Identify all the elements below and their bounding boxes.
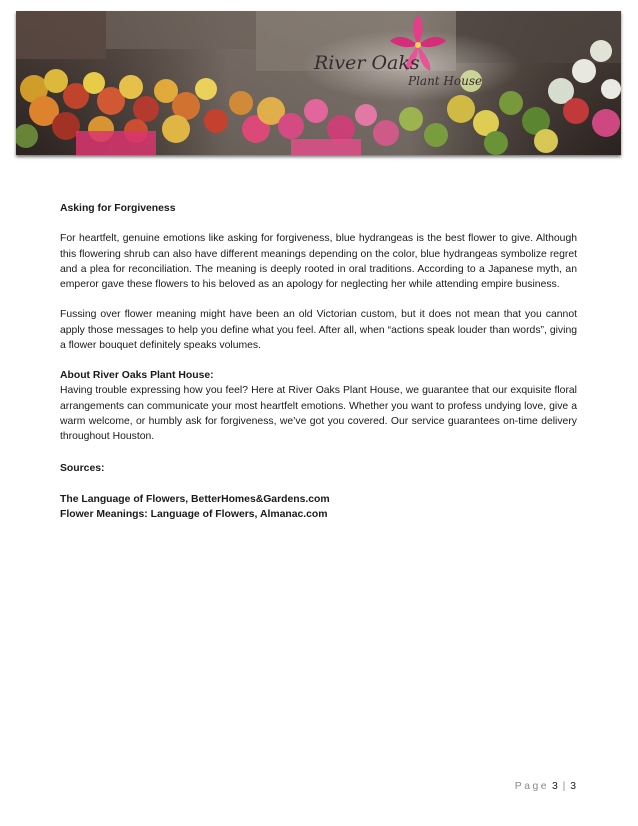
paragraph-about: Having trouble expressing how you feel? Here at River Oaks Plant House, we guarantee that our exquisite floral arrangements can communicate your most heartfelt emotions. Whether you want to profess undying love, give a warm welcome, or humbly ask for forgiveness, we’ve got you covered. Our service guarantees on-time delivery throughout Houston. xyxy=(60,385,577,442)
page-label: Page xyxy=(514,781,550,792)
page-footer xyxy=(515,781,576,792)
section-heading-sources: Sources: xyxy=(60,463,105,475)
flower-shop-photo xyxy=(16,11,621,155)
source-item: Flower Meanings: Language of Flowers, Almanac.com xyxy=(60,508,328,520)
section-heading-forgiveness: Asking for Forgiveness xyxy=(60,203,176,214)
svg-text:Plant House: Plant House xyxy=(408,74,483,88)
paragraph-forgiveness: For heartfelt, genuine emotions like asking for forgiveness, blue hydrangeas is the best flower to give. Although this flowering shrub can also have different meanings depending on the color, blue hydrangeas symbolize regret and a plea for reconciliation. The meaning is deeply rooted in oral traditions. According to a Japanese myth, an emperor gave these flowers to his beloved as an apology for neglecting her while attending empire business. xyxy=(60,233,577,290)
section-heading-about: About River Oaks Plant House: xyxy=(60,370,214,382)
page-separator: | xyxy=(562,781,566,792)
page-current: 3 xyxy=(551,781,558,792)
paragraph-victorian-custom: Fussing over flower meaning might have been an old Victorian custom, but it does not mean that you cannot apply those messages to help you define what you feel. After all, when “actions speak louder than words”, giving a flower bouquet definitely speaks volumes. xyxy=(60,309,577,351)
header-banner-image xyxy=(16,11,621,155)
document-body xyxy=(60,201,577,522)
svg-text:River Oaks: River Oaks xyxy=(314,52,420,74)
page-total: 3 xyxy=(570,781,576,792)
source-item: The Language of Flowers, BetterHomes&Gardens.com xyxy=(60,493,330,505)
